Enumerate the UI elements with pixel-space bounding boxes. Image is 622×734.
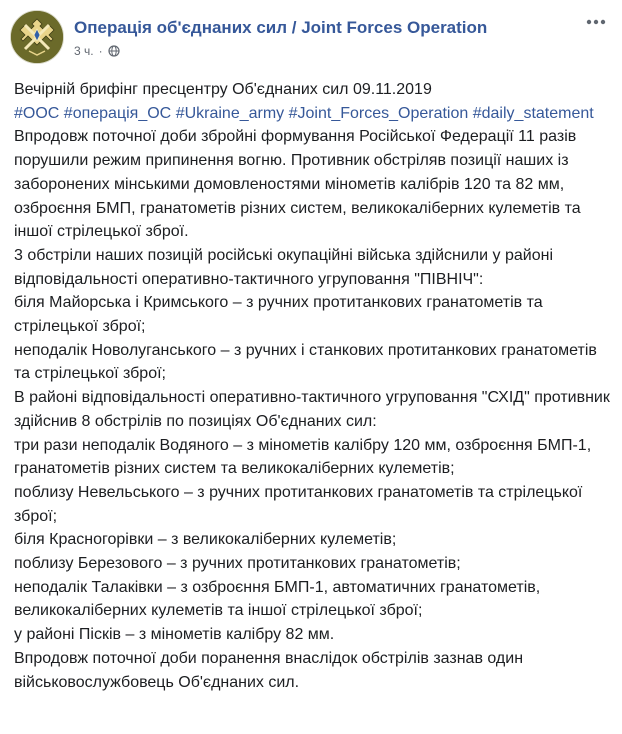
post-title: Вечірній брифінг пресцентру Об'єднаних сил 09.11.2019 [14,81,432,98]
hashtag-link[interactable]: #daily_statement [472,104,594,122]
post-paragraph: у районі Пісків – з мінометів калібру 82 мм. [14,626,335,644]
page-avatar[interactable] [10,10,64,64]
more-options-button[interactable] [582,12,610,32]
post-timestamp[interactable]: 3 ч. [74,44,94,58]
hashtag-link[interactable]: #ООС [14,104,60,122]
page-name-link[interactable]: Операція об'єднаних сил / Joint Forces Operation [74,18,488,37]
hashtag-link[interactable]: #Joint_Forces_Operation [288,104,469,122]
post-paragraph: В районі відповідальності оперативно-тактичного угруповання "СХІД" противник здійснив 8 обстрілів по позиціях Об'єднаних сил: [14,389,610,430]
post-header [10,10,612,66]
post-body [14,78,610,694]
post-paragraph: поблизу Невельського – з ручних протитанкових гранатометів та стрілецької зброї; [14,483,583,525]
post-paragraph: неподалік Новолуганського – з ручних і станкових протитанкових гранатометів та стрілецької зброї; [14,341,597,383]
post-paragraph: поблизу Березового – з ручних протитанкових гранатометів; [14,555,461,573]
post-hashtags [14,102,610,126]
more-horizontal-icon [586,19,606,25]
post-paragraph: біля Красногорівки – з великокаліберних кулеметів; [14,531,397,549]
post-paragraph: біля Майорська і Кримського – з ручних протитанкових гранатометів та стрілецької зброї; [14,294,543,336]
hashtag-link[interactable]: #Ukraine_army [175,104,285,122]
post-paragraph: неподалік Талаківки – з озброєння БМП-1, автоматичних гранатометів, великокаліберних кулеметів та іншої стрілецької зброї; [14,578,541,620]
post-paragraph: Впродовж поточної доби збройні формування Російської Федерації 11 разів порушили режим припинення вогню. Противник обстріляв позиції наших із заборонених мінськими домовленостями мінометів калібрів 120 та 82 мм, озброєння БМП, гранатометів різних систем, великокаліберних кулеметів та іншої стрілецької зброї. [14,128,581,241]
post-paragraph: Впродовж поточної доби поранення внаслідок обстрілів зазнав один військовослужбовець Об'єднаних сил. [14,649,524,691]
meta-separator: · [98,44,103,58]
hashtag-link[interactable]: #операція_ОС [63,104,172,122]
post-paragraph: три рази неподалік Водяного – з мінометів калібру 120 мм, озброєння БМП-1, гранатометів різних систем та великокаліберних кулеметів; [14,436,592,478]
post-paragraph: 3 обстріли наших позицій російські окупаційні війська здійснили у районі відповідальності оперативно-тактичного угруповання "ПІВНІЧ": [14,246,553,288]
post-meta [74,44,120,58]
globe-icon[interactable] [108,45,120,57]
joint-forces-emblem-icon [11,11,63,63]
